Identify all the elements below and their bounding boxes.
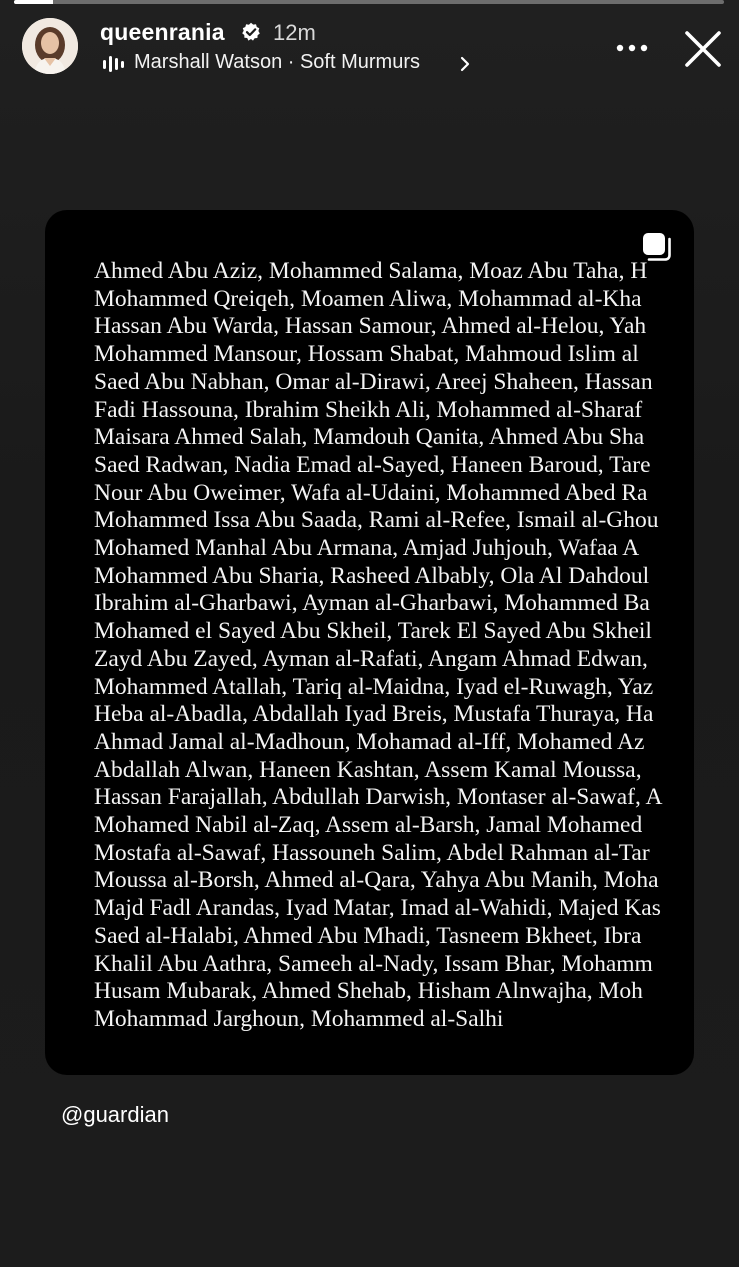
name-line: Khalil Abu Aathra, Sameeh al-Nady, Issam Bhar, Mohamm xyxy=(94,950,653,977)
name-line: Abdallah Alwan, Haneen Kashtan, Assem Kamal Moussa, xyxy=(94,756,642,783)
name-line: Nour Abu Oweimer, Wafa al-Udaini, Mohammed Abed Ra xyxy=(94,479,648,506)
name-line: Mohammed Atallah, Tariq al-Maidna, Iyad el-Ruwagh, Yaz xyxy=(94,673,654,700)
name-line: Heba al-Abadla, Abdallah Iyad Breis, Mustafa Thuraya, Ha xyxy=(94,701,654,728)
more-dots-icon[interactable] xyxy=(612,34,652,62)
name-line: Mohammad Jarghoun, Mohammed al-Salhi xyxy=(94,1005,504,1032)
username[interactable]: queenrania xyxy=(100,19,225,45)
name-line: Majd Fadl Arandas, Iyad Matar, Imad al-Wahidi, Majed Kas xyxy=(94,895,661,922)
name-line: Mohammed Issa Abu Saada, Rami al-Refee, Ismail al-Ghou xyxy=(94,507,659,534)
avatar-image xyxy=(22,18,78,74)
shared-post-card[interactable] xyxy=(45,210,694,1075)
post-time: 12m xyxy=(273,20,316,45)
names-list xyxy=(94,258,694,1034)
name-line: Fadi Hassouna, Ibrahim Sheikh Ali, Mohammed al-Sharaf xyxy=(94,396,643,423)
name-line: Moussa al-Borsh, Ahmed al-Qara, Yahya Abu Manih, Moha xyxy=(94,867,659,894)
name-line: Zayd Abu Zayed, Ayman al-Rafati, Angam Ahmad Edwan, xyxy=(94,645,648,672)
chevron-right-icon[interactable] xyxy=(459,56,471,72)
avatar[interactable] xyxy=(22,18,78,74)
name-line: Mohammed Mansour, Hossam Shabat, Mahmoud Islim al xyxy=(94,341,639,368)
name-line: Saed Abu Nabhan, Omar al-Dirawi, Areej Shaheen, Hassan xyxy=(94,368,653,395)
name-line: Mostafa al-Sawaf, Hassouneh Salim, Abdel Rahman al-Tar xyxy=(94,839,650,866)
name-line: Husam Mubarak, Ahmed Shehab, Hisham Alnwajha, Moh xyxy=(94,978,643,1005)
name-line: Ahmed Abu Aziz, Mohammed Salama, Moaz Abu Taha, H xyxy=(94,258,648,284)
name-line: Hassan Abu Warda, Hassan Samour, Ahmed al-Helou, Yah xyxy=(94,313,647,340)
name-line: Saed al-Halabi, Ahmed Abu Mhadi, Tasneem Bkheet, Ibra xyxy=(94,922,642,949)
name-line: Mohamed Nabil al-Zaq, Assem al-Barsh, Jamal Mohamed xyxy=(94,812,643,839)
name-line: Mohamed el Sayed Abu Skheil, Tarek El Sayed Abu Skheil xyxy=(94,618,652,645)
name-line: Maisara Ahmed Salah, Mamdouh Qanita, Ahmed Abu Sha xyxy=(94,424,645,451)
verified-badge-icon xyxy=(241,22,261,42)
story-progress-bar xyxy=(14,0,724,4)
music-bars-icon xyxy=(102,55,124,73)
name-line: Mohamed Manhal Abu Armana, Amjad Juhjouh, Wafaa A xyxy=(94,535,640,562)
mention-sticker[interactable]: @guardian xyxy=(61,1102,169,1127)
music-track[interactable]: Marshall Watson · Soft Murmurs xyxy=(134,51,420,73)
name-line: Mohammed Qreiqeh, Moamen Aliwa, Mohammad al-Kha xyxy=(94,285,642,312)
name-line: Mohammed Abu Sharia, Rasheed Albably, Ola Al Dahdoul xyxy=(94,562,650,589)
name-line: Ahmad Jamal al-Madhoun, Mohamad al-Iff, Mohamed Az xyxy=(94,728,645,755)
story-progress-fill xyxy=(14,0,53,4)
name-line: Ibrahim al-Gharbawi, Ayman al-Gharbawi, Mohammed Ba xyxy=(94,590,650,617)
name-line: Saed Radwan, Nadia Emad al-Sayed, Haneen Baroud, Tare xyxy=(94,451,651,478)
close-icon[interactable] xyxy=(680,26,726,72)
name-line: Hassan Farajallah, Abdullah Darwish, Montaser al-Sawaf, A xyxy=(94,784,663,811)
